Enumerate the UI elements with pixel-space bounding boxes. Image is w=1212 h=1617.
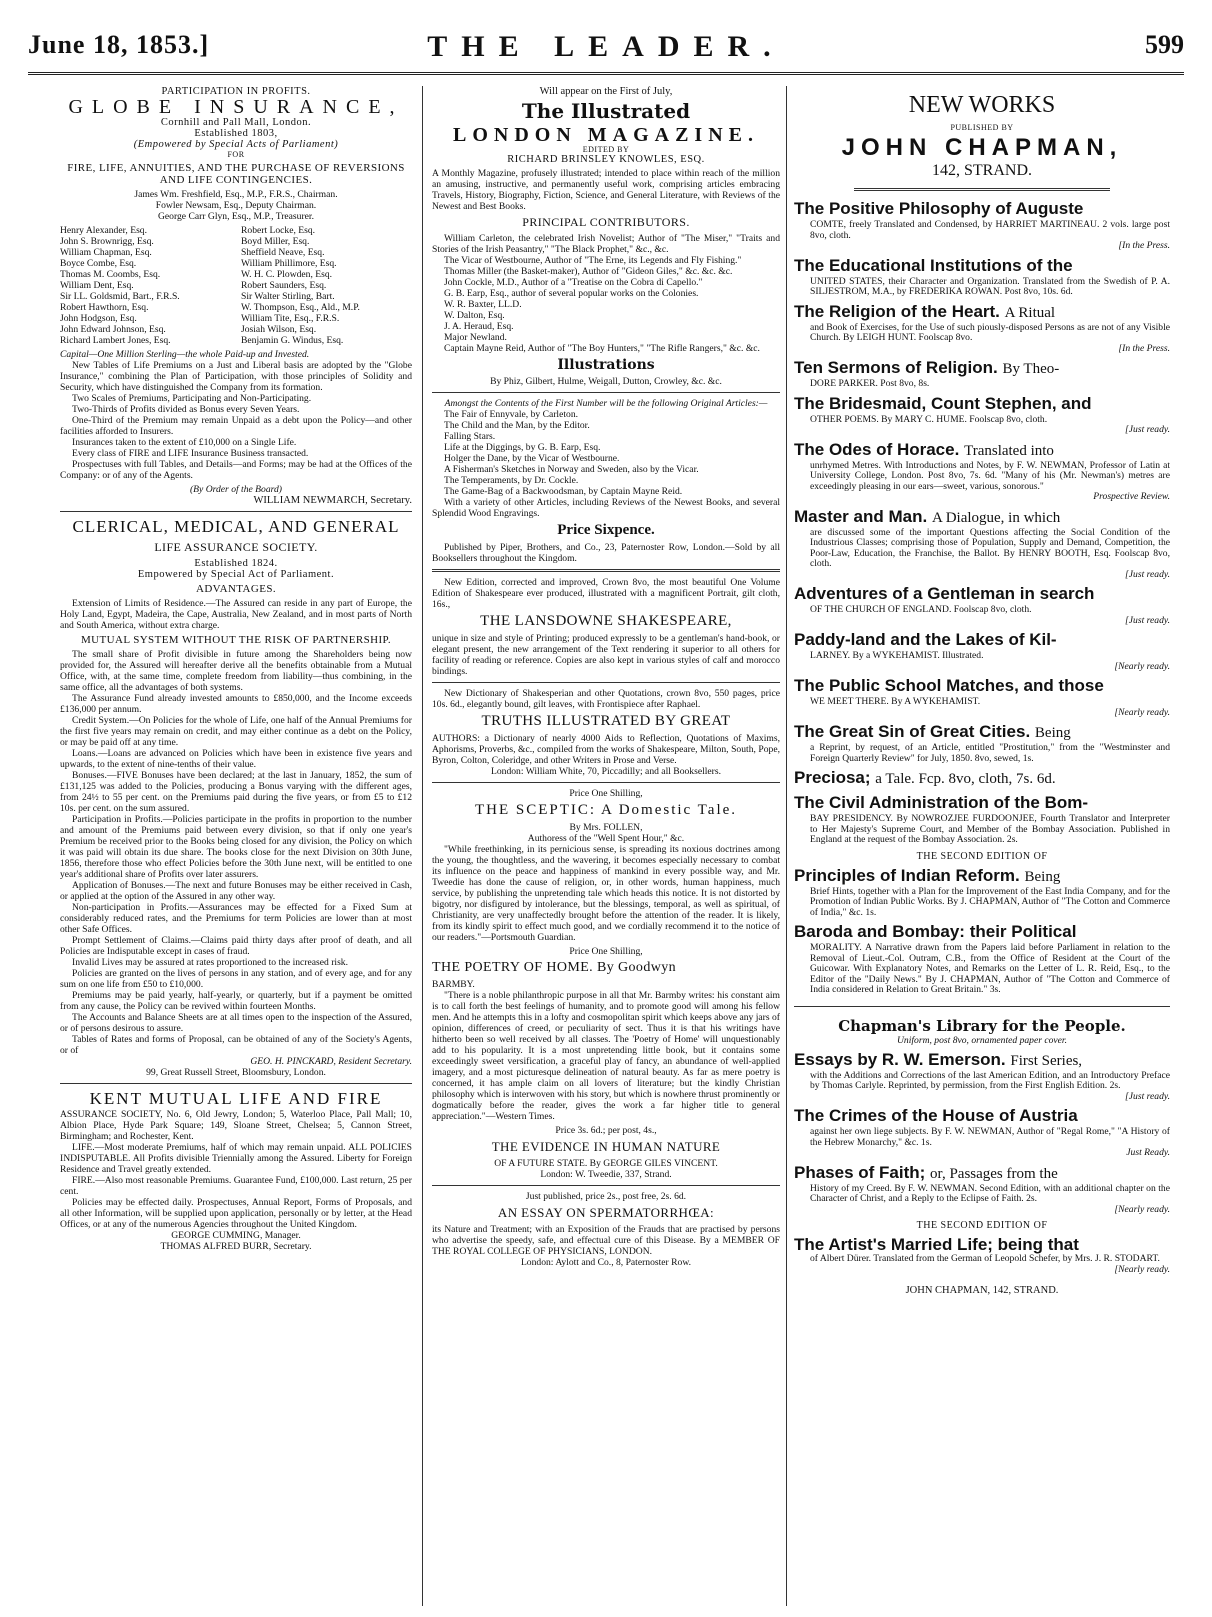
clerical-paragraph: Prompt Settlement of Claims.—Claims paid thirty days after proof of death, and all Policies are Indisputable except in cases of fraud. bbox=[60, 935, 412, 957]
evidence-title: THE EVIDENCE IN HUMAN NATURE bbox=[491, 1139, 721, 1154]
book-title bbox=[794, 394, 1170, 415]
director-name: William Chapman, Esq. bbox=[60, 247, 152, 258]
lansdowne-title: THE LANSDOWNE SHAKESPEARE, bbox=[480, 613, 732, 629]
globe-paragraph: Prospectuses with full Tables, and Details—and Forms; may be had at the Offices of the Company: or of any of the Agents. bbox=[60, 459, 412, 481]
clerical-paragraphs bbox=[60, 649, 412, 1056]
contributor: The Vicar of Westbourne, Author of "The Erne, its Legends and Fly Fishing." bbox=[444, 255, 742, 266]
globe-pre: PARTICIPATION IN PROFITS. bbox=[161, 86, 311, 97]
book-title bbox=[794, 440, 1170, 461]
article-item: The Fair of Ennyvale, by Carleton. bbox=[444, 409, 579, 420]
director-name: William Tite, Esq., F.R.S. bbox=[241, 313, 340, 324]
book-title-rest: First Series, bbox=[1010, 1052, 1083, 1069]
article-item: Holger the Dane, by the Vicar of Westbourne. bbox=[444, 453, 620, 464]
globe-paragraphs bbox=[60, 360, 412, 481]
book-description: are discussed some of the important Questions affecting the Social Condition of the Industrious Classes; comprising those of Population, Supply and Demand, Competition, the Poor-Law, Education, the Franchise, the Ballot. By HENRY BOOTH, Esq. Foolscap 8vo, cloth. bbox=[810, 526, 1170, 569]
kent-policies: Policies may be effected daily. Prospectuses, Annual Report, Forms of Proposals, and all other Information, will be supplied upon application, personally or by letter, at the Head Offices, or at any of the numerous Agencies throughout the United Kingdom. bbox=[60, 1197, 412, 1230]
book-entry bbox=[794, 302, 1170, 355]
clerical-paragraph: Invalid Lives may be assured at rates proportioned to the increased risk. bbox=[72, 957, 348, 968]
book-status: [Just ready. bbox=[1125, 424, 1170, 435]
poetry-review: "There is a noble philanthropic purpose in all that Mr. Barmby writes: his constant aim is to call forth the best feelings of humanity, and to promote good will among his fellow men. And he attempts this in a lofty and cosmopolitan spirit which keeps above any jars of opinion, differences of creed, or peculiarity of sect. Thus it is that his writings have hitherto been so well received by all classes. The 'Poetry of Home' will unquestionably add to his popularity. It is a most unpretending little book, but it contains some exceedingly sweet versification, a graceful play of fancy, an abundance of well-applied imagery, and a most picturesque delineation of natural beauty. As far as mere poetry is concerned, it has ample claim on all lovers of literature; but the kindly Christian philosophy which is interwoven with his story, but which is nowhere thrust prominently or dogmatically before the reader, gives the work a far higher title to general appreciation."—Western Times. bbox=[432, 990, 780, 1122]
book-title-main: Paddy-land and the Lakes of Kil- bbox=[794, 630, 1057, 649]
sceptic-review: "While freethinking, in its pernicious sense, is spreading its noxious doctrines among the young, the thoughtless, and the wavering, it becomes especially necessary to combat its influence on the peace and happiness of mankind in every possible way, and Mr. Tweedie has done the cause of religion, or, in other words, human happiness, much service, by publishing the unpretending tale which heads this notice. It is not distorted by bigotry, nor disfigured by intolerance, but the blessings, temporal, as well as spiritual, of Christianity, are very unaffectedly brought before the attention of the reader. It is likely, from its kindly spirit to effect much good, and we cordially recommend it to the notice of our readers."—Portsmouth Guardian. bbox=[432, 844, 780, 943]
book-title bbox=[794, 199, 1170, 220]
book-title-main: The Artist's Married Life; being that bbox=[794, 1235, 1079, 1254]
director-name: Richard Lambert Jones, Esq. bbox=[60, 335, 171, 346]
magazine-variety: With a variety of other Articles, including Reviews of the Newest Books, and several Splendid Wood Engravings. bbox=[432, 497, 780, 519]
director-name: Sheffield Neave, Esq. bbox=[241, 247, 325, 258]
book-title bbox=[794, 1106, 1170, 1127]
article-item: A Fisherman's Sketches in Norway and Sweden, also by the Vicar. bbox=[444, 464, 699, 475]
clerical-mutual: MUTUAL SYSTEM WITHOUT THE RISK OF PARTNERSHIP. bbox=[81, 634, 391, 646]
book-description: History of my Creed. By F. W. NEWMAN. Second Edition, with an additional chapter on the Character of Christ, and a Reply to the Eclipse of Faith. 2s. bbox=[810, 1182, 1170, 1204]
book-entry bbox=[794, 793, 1170, 846]
sceptic-title: THE SCEPTIC: A Domestic Tale. bbox=[474, 802, 738, 818]
truths-body: AUTHORS: a Dictionary of nearly 4000 Aids to Reflection, Quotations of Maxims, Aphorisms, Proverbs, &c., compiled from the works of Shakespeare, Milton, South, Pope, Byron, Colton, Coleridge, and other Writers in Prose and Verse. bbox=[432, 733, 780, 766]
clerical-sub: LIFE ASSURANCE SOCIETY. bbox=[154, 540, 318, 554]
separator bbox=[854, 188, 1110, 191]
globe-officer: James Wm. Freshfield, Esq., M.P., F.R.S., Chairman. bbox=[134, 189, 338, 200]
globe-capital: Capital—One Million Sterling—the whole Paid-up and Invested. bbox=[60, 349, 310, 360]
magazine-editor: RICHARD BRINSLEY KNOWLES, ESQ. bbox=[507, 154, 705, 165]
book-status: Prospective Review. bbox=[1093, 491, 1170, 502]
director-name: John S. Brownrigg, Esq. bbox=[60, 236, 154, 247]
clerical-paragraph: Credit System.—On Policies for the whole of Life, one half of the Annual Premiums for the first five years may remain on credit, and may either continue as a debt on the Policy, or may be paid off at any time. bbox=[60, 715, 412, 748]
book-title-rest: By Theo- bbox=[1002, 361, 1060, 377]
clerical-title: CLERICAL, MEDICAL, AND GENERAL bbox=[72, 517, 400, 536]
book-entry bbox=[794, 440, 1170, 503]
book-description: Brief Hints, together with a Plan for the Improvement of the East India Company, and for the Promotion of Indian Public Works. By J. CHAPMAN, Author of "The Cotton and Commerce of India," &c. 1s. bbox=[810, 885, 1170, 918]
library-sub: Uniform, post 8vo, ornamented paper cover. bbox=[897, 1034, 1067, 1046]
book-title bbox=[794, 922, 1170, 943]
book-title-main: The Great Sin of Great Cities. bbox=[794, 722, 1031, 741]
globe-paragraph: New Tables of Life Premiums on a Just and Liberal basis are adopted by the "Globe Insurance," combining the Plan of Participation, with those principles of Solidity and Security, which have distinguished the Company from its formation. bbox=[60, 360, 412, 393]
clerical-paragraph: Tables of Rates and forms of Proposal, can be obtained of any of the Society's Agents, or of bbox=[60, 1034, 412, 1056]
director-name: Thomas M. Coombs, Esq. bbox=[60, 269, 161, 280]
magazine-edited: EDITED BY bbox=[582, 145, 630, 154]
book-title-main: Master and Man. bbox=[794, 506, 928, 526]
book-title-rest: Being bbox=[1024, 868, 1061, 885]
book-entry bbox=[794, 507, 1170, 581]
book-title-main: The Positive Philosophy of Auguste bbox=[794, 199, 1084, 218]
clerical-paragraph: The small share of Profit divisible in future among the Shareholders being now provided for, the Assured will hereafter derive all the benefits obtainable from a Mutual Office, with, at the same time, complete freedom from liability—thus combining, in the same office, all the advantages of both systems. bbox=[60, 649, 412, 693]
publisher-name: JOHN CHAPMAN, bbox=[841, 134, 1123, 161]
book-title-main: The Public School Matches, and those bbox=[794, 676, 1104, 695]
book-entry bbox=[794, 866, 1170, 919]
director-name: Boyd Miller, Esq. bbox=[241, 236, 310, 247]
director-name: W. H. C. Plowden, Esq. bbox=[241, 269, 333, 280]
globe-order: (By Order of the Board) bbox=[189, 484, 282, 495]
separator bbox=[432, 569, 780, 572]
book-title bbox=[794, 676, 1170, 697]
clerical-addr: 99, Great Russell Street, Bloomsbury, London. bbox=[146, 1067, 326, 1078]
essay-pre: Just published, price 2s., post free, 2s. 6d. bbox=[525, 1191, 687, 1202]
clerical-paragraph: Bonuses.—FIVE Bonuses have been declared; at the last in January, 1852, the sum of £131,125 was added to the Policies, producing a Bonus varying with the different ages, from 24½ to 55 per cent. on the Premiums paid during the five years, or from £5 to £12 10s. per cent. on the sum assured. bbox=[60, 770, 412, 814]
globe-officer: Fowler Newsam, Esq., Deputy Chairman. bbox=[155, 200, 317, 211]
book-description: UNITED STATES, their Character and Organization. Translated from the Swedish of P. A. SILJESTROM, M.A., by FREDERIKA ROWAN. Post 8vo, 10s. 6d. bbox=[810, 275, 1170, 297]
director-name: Robert Hawthorn, Esq. bbox=[60, 302, 149, 313]
book-description: COMTE, freely Translated and Condensed, by HARRIET MARTINEAU. 2 vols. large post 8vo, cloth. bbox=[810, 219, 1170, 241]
magazine-price: Price Sixpence. bbox=[557, 522, 655, 538]
clerical-paragraph: Non-participation in Profits.—Assurances may be effected for a Fixed Sum at considerably reduced rates, and the Premiums for term Policies are lower than at most other Safe Offices. bbox=[60, 902, 412, 935]
lansdowne-body: unique in size and style of Printing; produced expressly to be a gentleman's hand-book, or elegant present, the new arrangement of the Text rendering it superior to all others for facility of reading or reference. Copies are also kept in various styles of calf and morocco bindings. bbox=[432, 633, 780, 677]
article-item: Life at the Diggings, by G. B. Earp, Esq. bbox=[444, 442, 601, 453]
book-title-main: Phases of Faith; bbox=[794, 1162, 926, 1182]
director-name: William Dent, Esq. bbox=[60, 280, 134, 291]
globe-for: FOR bbox=[227, 150, 245, 159]
globe-established: Established 1803, bbox=[194, 128, 278, 139]
book-title-rest: A Ritual bbox=[1004, 304, 1056, 321]
director-name: Boyce Combe, Esq. bbox=[60, 258, 137, 269]
separator bbox=[794, 1006, 1170, 1007]
director-name: Henry Alexander, Esq. bbox=[60, 225, 147, 236]
published-by: PUBLISHED BY bbox=[950, 123, 1014, 132]
dictionary-pre: New Dictionary of Shakesperian and other Quotations, crown 8vo, 550 pages, price 10s. 6d., elegantly bound, gilt leaves, with Frontispiece after Raphael. bbox=[432, 688, 780, 710]
column-middle bbox=[432, 86, 780, 1268]
book-description: unrhymed Metres. With Introductions and Notes, by F. W. NEWMAN, Professor of Latin at University College, London. Post 8vo, 7s. 6d. "Many of his (Mr. Newman's) metres are exceedingly pleasing in our ears—sweet, various, sonorous." bbox=[810, 459, 1170, 492]
globe-paragraph: Insurances taken to the extent of £10,000 on a Single Life. bbox=[72, 437, 297, 448]
essay-pub: London: Aylott and Co., 8, Paternoster Row. bbox=[520, 1257, 692, 1268]
library-heading: Chapman's Library for the People. bbox=[838, 1016, 1126, 1035]
book-title bbox=[794, 302, 1170, 323]
article-item: The Child and the Man, by the Editor. bbox=[444, 420, 590, 431]
separator bbox=[432, 392, 780, 393]
evidence-pub: London: W. Tweedie, 337, Strand. bbox=[540, 1169, 672, 1180]
magazine-intro: A Monthly Magazine, profusely illustrated; intended to place within reach of the million an amusing, instructive, and permanently useful work, comprising articles embracing Travels, History, Biography, Fiction, Science, and General Literature, with Reviews of the Newest and Best Books. bbox=[432, 168, 780, 212]
evidence-sub: OF A FUTURE STATE. By GEORGE GILES VINCENT. bbox=[494, 1158, 718, 1169]
magazine-principal: PRINCIPAL CONTRIBUTORS. bbox=[522, 215, 690, 229]
director-name: Josiah Wilson, Esq. bbox=[241, 324, 317, 335]
article-item: Falling Stars. bbox=[444, 431, 496, 442]
kent-life: LIFE.—Most moderate Premiums, half of which may remain unpaid. ALL POLICIES INDISPUTABLE. All Profits divisible Triennially among the Assured. Liberty for Foreign Residence and Travel greatly extended. bbox=[60, 1142, 412, 1175]
book-title bbox=[794, 1235, 1170, 1254]
separator bbox=[432, 1185, 780, 1186]
book-title bbox=[794, 1050, 1170, 1071]
book-description: against her own liege subjects. By F. W. NEWMAN, Author of "Regal Rome," "A History of the Hebrew Monarchy," &c. 1s. bbox=[810, 1126, 1170, 1148]
globe-title: GLOBE INSURANCE, bbox=[68, 96, 404, 118]
book-title bbox=[794, 358, 1170, 379]
book-list bbox=[794, 199, 1170, 846]
magazine-appear: Will appear on the First of July, bbox=[539, 86, 673, 97]
book-description: BAY PRESIDENCY. By NOWROZJEE FURDOONJEE, Fourth Translator and Interpreter to Her Majesty's Supreme Court, and Member of the Bombay Association. Published in England at the request of the Bombay Association. 2s. bbox=[810, 813, 1170, 845]
book-entry bbox=[794, 256, 1170, 298]
illustrations-heading: Illustrations bbox=[557, 357, 655, 373]
directors-right bbox=[241, 225, 412, 346]
book-description: MORALITY. A Narrative drawn from the Papers laid before Parliament in relation to the Removal of Lieut.-Col. Outram, C.B., from the Office of Resident at the Court of the Guicowar. With Explanatory Notes, and Remarks on the Letter of L. R. Reid, Esq., to the Editor of the "Daily News." By J. CHAPMAN, Author of "The Cotton and Commerce of India considered in Relation to Great Britain." 3s. bbox=[810, 942, 1170, 995]
book-description: and Book of Exercises, for the Use of such piously-disposed Persons as are not of any Visible Church. By LEIGH HUNT. Foolscap 8vo. bbox=[810, 321, 1170, 343]
book-title-main: The Civil Administration of the Bom- bbox=[794, 793, 1089, 812]
column-divider bbox=[786, 86, 787, 1606]
director-name: John Edward Johnson, Esq. bbox=[60, 324, 166, 335]
director-name: Robert Saunders, Esq. bbox=[241, 280, 327, 291]
book-entry bbox=[794, 1235, 1170, 1275]
book-title bbox=[794, 256, 1170, 277]
contributor: G. B. Earp, Esq., author of several popular works on the Colonies. bbox=[444, 288, 699, 299]
clerical-sign: GEO. H. PINCKARD, Resident Secretary. bbox=[250, 1056, 412, 1067]
book-entry bbox=[794, 1163, 1170, 1216]
evidence-price: Price 3s. 6d.; per post, 4s., bbox=[555, 1125, 657, 1136]
clerical-paragraph: The Accounts and Balance Sheets are at all times open to the inspection of the Assured, or of persons desirous to assure. bbox=[60, 1012, 412, 1034]
poetry-author: BARMBY. bbox=[432, 979, 475, 990]
book-title-main: Preciosa; bbox=[794, 768, 871, 787]
book-title bbox=[794, 584, 1170, 605]
book-title bbox=[794, 507, 1170, 528]
sceptic-by: By Mrs. FOLLEN, bbox=[569, 822, 643, 833]
clerical-paragraph: Premiums may be paid yearly, half-yearly, or quarterly, but if a payment be omitted from any cause, the Policy can be revived within fourteen Months. bbox=[60, 990, 412, 1012]
magazine-illustrated: The Illustrated bbox=[521, 99, 691, 123]
book-description: OTHER POEMS. By MARY C. HUME. Foolscap 8vo, cloth. bbox=[810, 413, 1048, 425]
masthead bbox=[28, 30, 1184, 70]
director-name: John Hodgson, Esq. bbox=[60, 313, 137, 324]
book-title-main: The Odes of Horace. bbox=[794, 439, 960, 459]
book-entry bbox=[794, 768, 1170, 789]
book-title-rest: Translated into bbox=[964, 442, 1054, 459]
clerical-adv: ADVANTAGES. bbox=[195, 583, 276, 595]
second-edition-heading: THE SECOND EDITION OF bbox=[916, 850, 1048, 862]
book-status: [Nearly ready. bbox=[1114, 660, 1170, 672]
book-title bbox=[794, 793, 1170, 814]
director-name: Benjamin G. Windus, Esq. bbox=[241, 335, 344, 346]
clerical-empowered: Empowered by Special Act of Parliament. bbox=[137, 569, 335, 580]
book-entry bbox=[794, 199, 1170, 252]
truths-pub: London: William White, 70, Piccadilly; and all Booksellers. bbox=[490, 766, 721, 777]
director-name: William Phillimore, Esq. bbox=[241, 258, 337, 269]
book-entry bbox=[794, 722, 1170, 764]
director-name: W. Thompson, Esq., Ald., M.P. bbox=[241, 302, 360, 313]
kent-fire: FIRE.—Also most reasonable Premiums. Guarantee Fund, £100,000. Last return, 25 per cent. bbox=[60, 1175, 412, 1197]
book-title-rest: A Dialogue, in which bbox=[931, 509, 1061, 526]
contributor: Thomas Miller (the Basket-maker), Author of "Gideon Giles," &c. &c. &c. bbox=[444, 266, 733, 277]
globe-address: Cornhill and Pall Mall, London. bbox=[160, 117, 312, 128]
book-status: [In the Press. bbox=[1118, 342, 1170, 354]
separator bbox=[432, 682, 780, 683]
article-item: The Game-Bag of a Backwoodsman, by Captain Mayne Reid. bbox=[444, 486, 683, 497]
clerical-paragraph: Participation in Profits.—Policies participate in the profits in proportion to the number and amount of the Premiums paid between every division, so that if only one year's Premium be received prior to the Books being closed for any division, the Policy on which it was paid will obtain its due share. The books close for the next Division on 30th June, 1856, therefore those who effect Policies before the 30th June next, will be entitled to one year's additional share of Profits over later assurers. bbox=[60, 814, 412, 880]
contributor: William Carleton, the celebrated Irish Novelist; Author of "The Miser," "Traits and Stories of the Irish Peasantry," "The Black Prophet," &c., &c. bbox=[432, 233, 780, 255]
book-title bbox=[794, 722, 1170, 743]
book-description: of Albert Dürer. Translated from the German of Leopold Schefer, by Mrs. J. R. STODART. bbox=[810, 1253, 1160, 1264]
contributor: Captain Mayne Reid, Author of "The Boy Hunters," "The Rifle Rangers," &c. &c. bbox=[444, 343, 760, 354]
essay-title: AN ESSAY ON SPERMATORRHŒA: bbox=[497, 1205, 715, 1220]
clerical-paragraph: Loans.—Loans are advanced on Policies which have been in existence five years and upwards, to the extent of nine-tenths of their value. bbox=[60, 748, 412, 770]
book-title bbox=[794, 630, 1170, 651]
contributor: Major Newland. bbox=[444, 332, 507, 343]
director-name: Sir Walter Stirling, Bart. bbox=[241, 291, 335, 302]
issue-date: June 18, 1853.] bbox=[28, 30, 210, 59]
book-title bbox=[794, 1163, 1170, 1184]
second-edition-heading-2: THE SECOND EDITION OF bbox=[916, 1220, 1048, 1231]
separator bbox=[60, 1083, 412, 1084]
contributor: John Cockle, M.D., Author of a "Treatise on the Cobra di Capello." bbox=[444, 277, 703, 288]
sceptic-price: Price One Shilling, bbox=[569, 788, 643, 799]
book-description: a Reprint, by request, of an Article, entitled "Prostitution," from the "Westminster and Foreign Quarterly Review" for July, 1850. 8vo, sewed, 1s. bbox=[810, 742, 1170, 764]
book-description: DORE PARKER. Post 8vo, 8s. bbox=[810, 378, 930, 389]
book-title-main: Principles of Indian Reform. bbox=[794, 865, 1020, 885]
column-right bbox=[794, 86, 1170, 1296]
globe-purpose: FIRE, LIFE, ANNUITIES, AND THE PURCHASE OF REVERSIONS AND LIFE CONTINGENCIES. bbox=[67, 162, 405, 186]
book-status: Just Ready. bbox=[1126, 1147, 1170, 1158]
column-left bbox=[60, 86, 412, 1252]
contributor: W. R. Baxter, LL.D. bbox=[444, 299, 522, 310]
globe-paragraph: Two Scales of Premiums, Participating and Non-Participating. bbox=[72, 393, 312, 404]
separator bbox=[60, 511, 412, 512]
magazine-title: LONDON MAGAZINE. bbox=[452, 124, 759, 146]
contributors-list bbox=[432, 233, 780, 354]
contributor: W. Dalton, Esq. bbox=[444, 310, 505, 321]
publisher-address: 142, STRAND. bbox=[931, 162, 1032, 179]
book-title-rest: a Tale. Fcp. 8vo, cloth, 7s. 6d. bbox=[875, 771, 1056, 787]
book-list-second-edition bbox=[794, 866, 1170, 996]
book-status: [In the Press. bbox=[1118, 240, 1170, 251]
kent-sign2: THOMAS ALFRED BURR, Secretary. bbox=[160, 1241, 312, 1252]
globe-officers bbox=[60, 189, 412, 222]
book-status: [Nearly ready. bbox=[1114, 1203, 1170, 1215]
clerical-paragraph: The Assurance Fund already invested amounts to £850,000, and the Income exceeds £136,000 per annum. bbox=[60, 693, 412, 715]
directors-left bbox=[60, 225, 231, 346]
book-entry bbox=[794, 1050, 1170, 1103]
book-title-main: The Religion of the Heart. bbox=[794, 301, 1000, 321]
book-title bbox=[794, 866, 1170, 887]
essay-body: its Nature and Treatment; with an Exposition of the Frauds that are practised by persons who advertise the speedy, safe, and effectual cure of this Disease. By a MEMBER OF THE ROYAL COLLEGE OF PHYSICIANS, LONDON. bbox=[432, 1224, 780, 1257]
kent-body: ASSURANCE SOCIETY, No. 6, Old Jewry, London; 5, Waterloo Place, Pall Mall; 10, Albion Place, Hyde Park Square; 149, Sloane Street, Chelsea; 5, Cannon Street, Birmingham; and Rochester, Kent. bbox=[60, 1109, 412, 1142]
page-number: 599 bbox=[1145, 30, 1184, 59]
book-entry bbox=[794, 630, 1170, 672]
masthead-rule bbox=[28, 72, 1184, 75]
sceptic-authoress: Authoress of the "Well Spent Hour," &c. bbox=[527, 833, 685, 844]
book-entry bbox=[794, 584, 1170, 626]
illustrations-by: By Phiz, Gilbert, Hulme, Weigall, Dutton, Crowley, &c. &c. bbox=[490, 376, 722, 387]
book-title-main: The Educational Institutions of the bbox=[794, 255, 1073, 275]
lansdowne-pre: New Edition, corrected and improved, Crown 8vo, the most beautiful One Volume Edition of Shakespeare ever produced, illustrated with a magnificent Portrait, gilt cloth, 16s., bbox=[432, 577, 780, 610]
clerical-paragraph: Policies are granted on the lives of persons in any station, and of every age, and for any sum on one life from £50 to £10,000. bbox=[60, 968, 412, 990]
new-works-heading: NEW WORKS bbox=[908, 92, 1056, 118]
globe-paragraph: Every class of FIRE and LIFE Insurance Business transacted. bbox=[72, 448, 309, 459]
book-description: OF THE CHURCH OF ENGLAND. Foolscap 8vo, cloth. bbox=[810, 604, 1032, 615]
newspaper-title: THE LEADER. bbox=[427, 30, 785, 63]
book-entry bbox=[794, 676, 1170, 718]
clerical-est: Established 1824. bbox=[194, 558, 278, 569]
article-item: The Temperaments, by Dr. Cockle. bbox=[444, 475, 579, 486]
magazine-published: Published by Piper, Brothers, and Co., 23, Paternoster Row, London.—Sold by all Booksellers throughout the Kingdom. bbox=[432, 542, 780, 564]
book-status: [Just ready. bbox=[1125, 1090, 1170, 1102]
book-status: [Just ready. bbox=[1125, 614, 1170, 626]
globe-directors bbox=[60, 225, 412, 346]
director-name: Robert Locke, Esq. bbox=[241, 225, 316, 236]
book-title-main: The Bridesmaid, Count Stephen, and bbox=[794, 393, 1092, 413]
poetry-title: THE POETRY OF HOME. By Goodwyn bbox=[432, 960, 677, 975]
book-description: with the Additions and Corrections of the last American Edition, and an Introductory Preface by Thomas Carlyle. Reprinted, by permission, from the First English Edition. 2s. bbox=[810, 1069, 1170, 1091]
book-title-main: Essays by R. W. Emerson. bbox=[794, 1049, 1006, 1069]
amongst: Amongst the Contents of the First Number will be the following Original Articles:— bbox=[444, 398, 768, 409]
book-title-main: The Crimes of the House of Austria bbox=[794, 1106, 1078, 1125]
book-title-main: Ten Sermons of Religion. bbox=[794, 358, 998, 377]
book-title bbox=[794, 768, 1170, 789]
book-status: [Just ready. bbox=[1125, 568, 1170, 580]
book-status: [Nearly ready. bbox=[1114, 1263, 1170, 1275]
contributor: J. A. Heraud, Esq. bbox=[444, 321, 514, 332]
book-entry bbox=[794, 922, 1170, 996]
book-list-library bbox=[794, 1050, 1170, 1216]
book-entry bbox=[794, 394, 1170, 436]
col3-footer: JOHN CHAPMAN, 142, STRAND. bbox=[905, 1285, 1059, 1296]
globe-paragraph: One-Third of the Premium may remain Unpaid as a debt upon the Policy—and other facilities afforded to Insurers. bbox=[60, 415, 412, 437]
kent-sign1: GEORGE CUMMING, Manager. bbox=[171, 1230, 301, 1241]
globe-secretary: WILLIAM NEWMARCH, Secretary. bbox=[253, 495, 412, 506]
book-description: WE MEET THERE. By A WYKEHAMIST. bbox=[810, 696, 981, 707]
poetry-price: Price One Shilling, bbox=[569, 946, 643, 957]
clerical-paragraph: Application of Bonuses.—The next and future Bonuses may be either received in Cash, or applied at the option of the Assured in any other way. bbox=[60, 880, 412, 902]
globe-empowered: (Empowered by Special Acts of Parliament) bbox=[133, 139, 339, 150]
book-list-artist bbox=[794, 1235, 1170, 1275]
book-description: LARNEY. By a WYKEHAMIST. Illustrated. bbox=[810, 650, 984, 661]
book-entry bbox=[794, 358, 1170, 390]
articles-list bbox=[432, 409, 780, 497]
book-entry bbox=[794, 1106, 1170, 1159]
separator bbox=[432, 782, 780, 783]
book-status: [Nearly ready. bbox=[1114, 706, 1170, 718]
book-title-rest: or, Passages from the bbox=[930, 1165, 1058, 1182]
column-divider bbox=[422, 86, 423, 1606]
kent-title: KENT MUTUAL LIFE AND FIRE bbox=[89, 1089, 383, 1108]
globe-officer: George Carr Glyn, Esq., M.P., Treasurer. bbox=[158, 211, 314, 222]
globe-paragraph: Two-Thirds of Profits divided as Bonus every Seven Years. bbox=[72, 404, 300, 415]
book-title-rest: Being bbox=[1034, 725, 1071, 741]
book-title-main: Adventures of a Gentleman in search bbox=[794, 584, 1095, 603]
clerical-p1: Extension of Limits of Residence.—The Assured can reside in any part of Europe, the Holy Land, Egypt, Madeira, the Cape, Australia, New Zealand, and in most parts of North and South America, without extra charge. bbox=[60, 598, 412, 631]
truths-title: TRUTHS ILLUSTRATED BY GREAT bbox=[481, 713, 731, 729]
director-name: Sir I.L. Goldsmid, Bart., F.R.S. bbox=[60, 291, 180, 302]
book-title-main: Baroda and Bombay: their Political bbox=[794, 922, 1077, 941]
